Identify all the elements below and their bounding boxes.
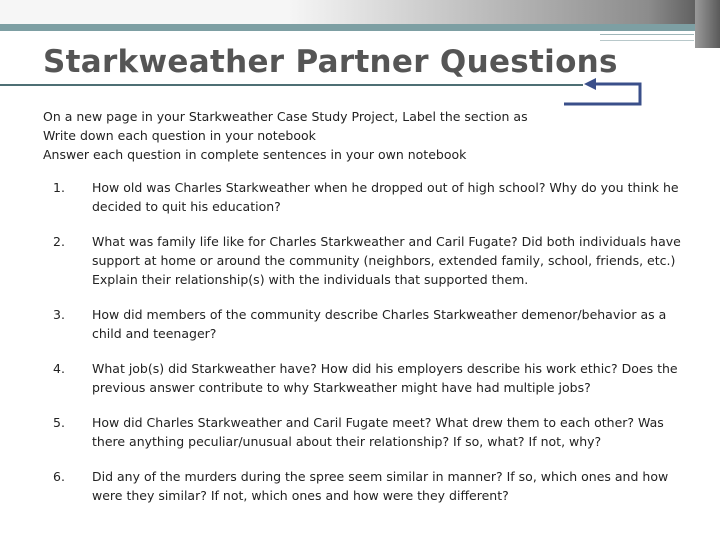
question-number: 5. [53, 415, 65, 430]
top-right-decor-block [695, 0, 720, 48]
title-underline [0, 84, 583, 86]
question-text: What job(s) did Starkweather have? How did his employers describe his work ethic? Does the previous answer contribute to why Starkweather might have had multiple jobs? [92, 361, 678, 395]
question-text: Did any of the murders during the spree seem similar in manner? If so, which ones and how were they similar? If not, which ones and how were they different? [92, 469, 669, 503]
question-text: How old was Charles Starkweather when he dropped out of high school? Why do you think he decided to quit his education? [92, 180, 679, 214]
intro-instructions [43, 107, 643, 164]
question-item [53, 413, 693, 467]
question-list [53, 178, 693, 521]
question-number: 1. [53, 180, 65, 195]
question-item [53, 467, 693, 521]
question-text: How did Charles Starkweather and Caril Fugate meet? What drew them to each other? Was there anything peculiar/unusual about their relationship? If so, what? If not, why? [92, 415, 664, 449]
top-decor-band [0, 0, 720, 24]
question-item [53, 359, 693, 413]
corner-line-2 [600, 40, 694, 41]
question-item [53, 178, 693, 232]
question-text: What was family life like for Charles Starkweather and Caril Fugate? Did both individuals have support at home or around the community (neighbors, extended family, school, friends, etc.) Explain their relationship(s) with the individuals that supported them. [92, 234, 681, 287]
slide-title: Starkweather Partner Questions [43, 44, 618, 80]
intro-line: On a new page in your Starkweather Case Study Project, Label the section as [43, 109, 528, 124]
question-item [53, 305, 693, 359]
question-number: 6. [53, 469, 65, 484]
top-teal-line [0, 24, 695, 31]
return-arrow-icon[interactable] [562, 76, 644, 110]
question-text: How did members of the community describe Charles Starkweather demenor/behavior as a child and teenager? [92, 307, 667, 341]
intro-line: Answer each question in complete sentences in your own notebook [43, 147, 467, 162]
corner-line-1 [600, 34, 694, 35]
question-number: 3. [53, 307, 65, 322]
intro-line: Write down each question in your notebook [43, 128, 316, 143]
question-item [53, 232, 693, 305]
question-number: 4. [53, 361, 65, 376]
question-number: 2. [53, 234, 65, 249]
